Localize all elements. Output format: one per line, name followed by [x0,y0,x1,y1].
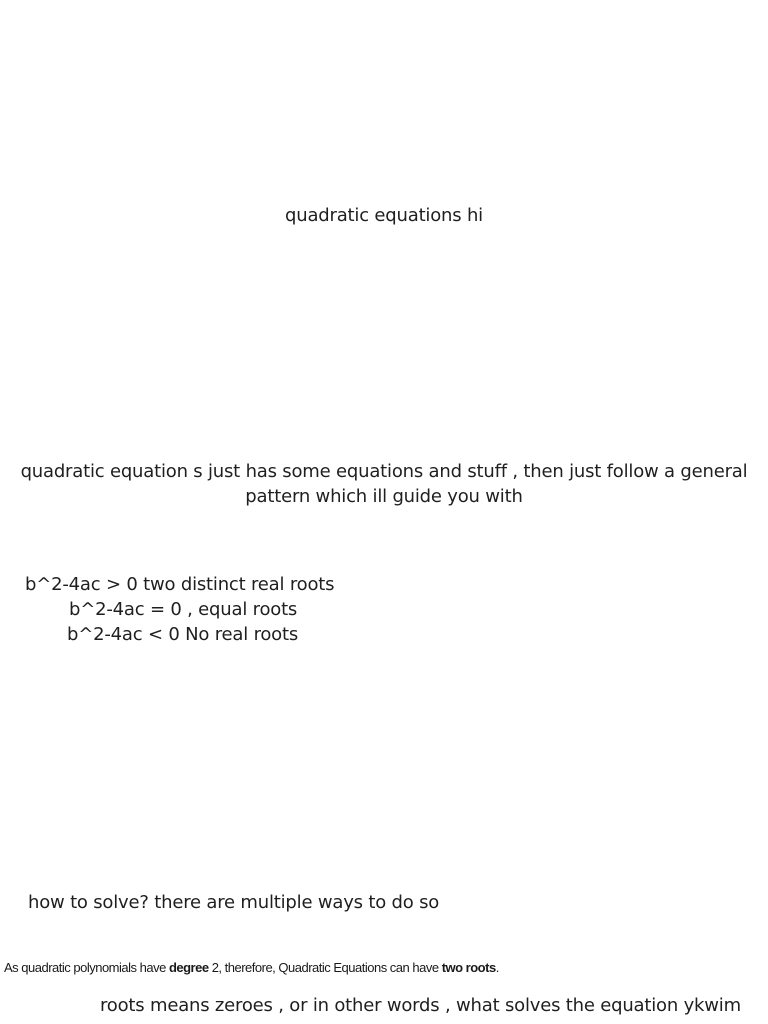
snippet-part-1: As quadratic polynomials have [4,960,169,975]
snippet-part-3: . [495,960,499,975]
roots-meaning-text: roots means zeroes , or in other words , what solves the equation ykwim [100,995,741,1016]
intro-line-1: quadratic equation s just has some equations and stuff , then just follow a general [20,461,748,482]
discriminant-zero: b^2-4ac = 0 , equal roots [69,599,298,620]
snippet-bold-degree: degree [168,960,209,975]
snippet-bold-two-roots: two roots [441,960,496,975]
page-title: quadratic equations hi [285,205,483,226]
discriminant-negative: b^2-4ac < 0 No real roots [67,624,299,645]
snippet-part-2: 2, therefore, Quadratic Equations can have [208,960,442,975]
discriminant-positive: b^2-4ac > 0 two distinct real roots [25,574,335,595]
pasted-snippet [4,959,499,977]
how-to-solve-text: how to solve? there are multiple ways to do so [28,892,440,913]
intro-line-2: pattern which ill guide you with [245,486,523,507]
intro-paragraph [0,459,768,509]
